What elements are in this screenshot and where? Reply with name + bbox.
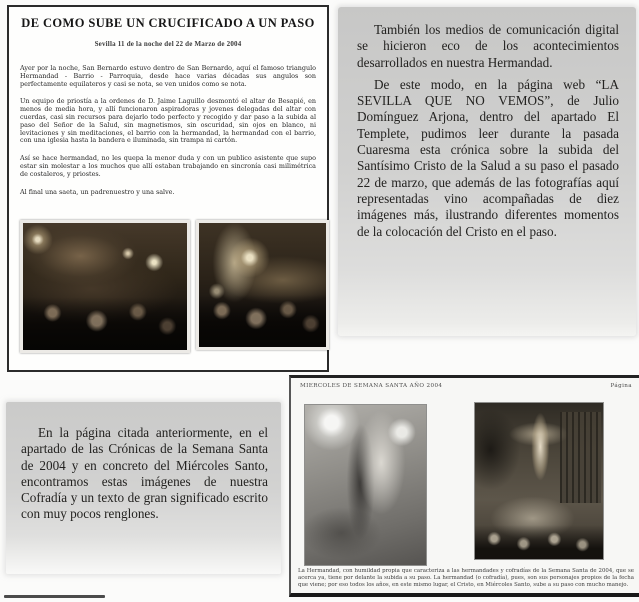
right-text-block	[338, 7, 636, 336]
article-clipping	[7, 5, 329, 372]
crucifix-street-photo	[474, 402, 604, 560]
article-dateline: Sevilla 11 de la noche del 22 de Marzo de 2004	[94, 40, 242, 48]
note-paragraph: En la página citada anteriormente, en el apartado de las Crónicas de la Semana Santa de 2004 y en concreto del Miércoles Santo, encontramos estas imágenes de nuestra Cofradía y un texto de gran significado escrito con muy pocos renglones.	[21, 425, 268, 522]
clip-header-title: MIERCOLES DE SEMANA SANTA AÑO 2004	[300, 383, 443, 389]
article-paragraph-3: Así se hace hermandad, no les quepa la menor duda y con un publico asistente que supo estar sin molestar a los muchos que allí estaban trabajando en sincronía casi milimétrica de costaleros, y priostes.	[20, 154, 316, 178]
article-paragraph-1: Ayer por la noche, San Bernardo estuvo dentro de San Bernardo, aquí el famoso triangulo Hermandad - Barrio - Parroquia, desde hace varias décadas sus angulos son perfectamente equilateros y casi se nota, se ven unidos como se nota.	[20, 64, 316, 88]
clip-caption: La Hermandad, con humildad propia que caracteriza a las hermandades y cofradías de la Semana Santa de 2004, que se acerca ya, tiene por delante la subida a su paso. La hermandad (o cofradía), pues, son sus personajes propios de la fecha que viene; por eso todos los años, en este mismo lugar, el Cristo, en Miércoles Santo, sube a su paso con mucho manejo.	[298, 568, 634, 588]
web-page-clipping	[289, 375, 639, 597]
right-paragraph-2: De este modo, en la página web “LA SEVILLA QUE NO VEMOS”, de Julio Domínguez Arjona, dentro del apartado El Templete, pudimos leer durante la pasada Cuaresma esta crónica sobre la subida del Santísimo Cristo de la Salud a su paso el pasado 22 de marzo, que además de las fotografías aquí representadas vino acompañadas de diez imágenes más, ilustrando diferentes momentos de la colocación del Cristo en el paso.	[357, 76, 619, 239]
bottom-left-note-block	[6, 402, 281, 574]
church-interior-photo-left	[20, 220, 190, 353]
clip-page-number: Página	[610, 383, 632, 389]
procession-figures-photo	[304, 404, 427, 566]
bottom-left-rule	[4, 595, 105, 598]
article-title: DE COMO SUBE UN CRUCIFICADO A UN PASO	[21, 16, 315, 30]
church-interior-photo-right	[196, 220, 329, 350]
right-paragraph-1: También los medios de comunicación digital se hicieron eco de los acontecimientos desarrollados en nuestra Hermandad.	[357, 22, 619, 70]
clip-header	[300, 383, 632, 389]
article-paragraph-4: Al final una saeta, un padrenuestro y una salve.	[20, 187, 175, 196]
article-paragraph-2: Un equipo de priostía a la ordenes de D. Jaime Laguillo desmontó el altar de Besapié, en menos de media hora, y allí funcionaron aspiradoras y jovenes delegadas del altar con cuerdas, casi sin recursos para dejarlo todo perfecto y recogido y dar paso a la subida al paso del Señor de la Salud, sin magnetismos, sin oscuridad, sin ojos en blanco, ni levitaciones y sin meditaciones, el barrio con la hermandad, la hermandad con el barrio, con una iglesia hasta la bandera e iluminada, sin trampa ni cartón.	[20, 97, 316, 145]
